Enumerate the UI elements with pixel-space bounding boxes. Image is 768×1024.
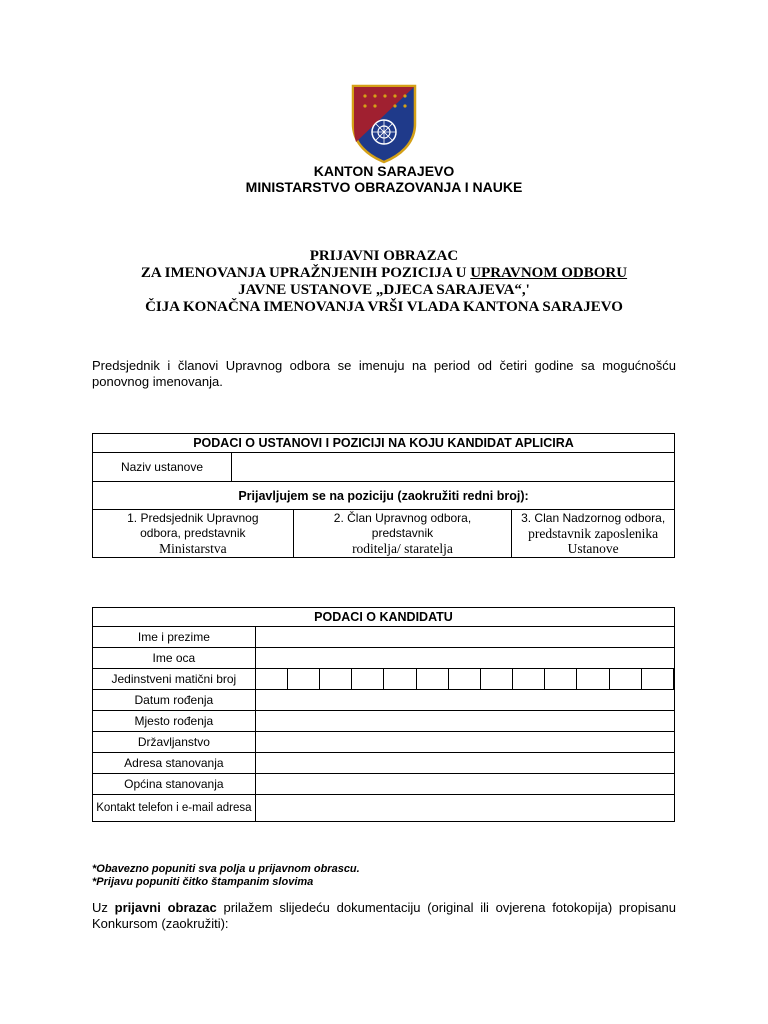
form-title-underlined: UPRAVNOM ODBORU — [470, 265, 628, 281]
attachments-text-post: prilažem slijedeću dokumentaciju (original ili ovjerena fotokopija) propisanu Konkursom (zaokružiti): — [92, 900, 677, 931]
birth-date-field[interactable] — [255, 690, 674, 711]
position-option-1[interactable] — [93, 510, 294, 558]
position-option-2-line1: 2. Član Upravnog odbora, — [333, 511, 472, 525]
full-name-label: Ime i prezime — [93, 627, 256, 648]
jmbg-box[interactable] — [513, 669, 545, 689]
position-option-2[interactable] — [293, 510, 512, 558]
contact-label: Kontakt telefon i e-mail adresa — [93, 795, 256, 822]
institution-name-field[interactable] — [232, 453, 675, 482]
jmbg-label: Jedinstveni matični broj — [93, 669, 256, 690]
position-option-3-line2: predstavnik zaposlenika — [528, 526, 659, 541]
attachments-paragraph — [92, 900, 676, 932]
jmbg-box[interactable] — [449, 669, 481, 689]
institution-table-header: PODACI O USTANOVI I POZICIJI NA KOJU KANDIDAT APLICIRA — [93, 434, 675, 453]
father-name-label: Ime oca — [93, 648, 256, 669]
candidate-table — [92, 607, 675, 822]
form-title-line1: PRIJAVNI OBRAZAC — [309, 248, 459, 264]
jmbg-field[interactable] — [255, 669, 674, 690]
jmbg-digit-boxes — [256, 669, 674, 689]
position-option-1-line3: Ministarstva — [159, 541, 227, 556]
institution-name-label: Naziv ustanove — [93, 453, 232, 482]
jmbg-box[interactable] — [320, 669, 352, 689]
ministry-name: MINISTARSTVO OBRAZOVANJA I NAUKE — [245, 179, 523, 195]
canton-name: KANTON SARAJEVO — [313, 163, 455, 179]
contact-field[interactable] — [255, 795, 674, 822]
intro-paragraph: Predsjednik i članovi Upravnog odbora se imenuju na period od četiri godine sa mogućnošću ponovnog imenovanja. — [92, 358, 676, 389]
form-title — [0, 248, 768, 316]
jmbg-box[interactable] — [610, 669, 642, 689]
citizenship-label: Državljanstvo — [93, 732, 256, 753]
candidate-table-header: PODACI O KANDIDATU — [93, 608, 675, 627]
institution-table — [92, 433, 675, 558]
form-title-line3: JAVNE USTANOVE „DJECA SARAJEVA“,' — [238, 282, 530, 298]
form-notes — [92, 863, 360, 889]
position-option-3-line1: 3. Clan Nadzornog odbora, — [521, 511, 666, 525]
position-option-1-line2: odbora, predstavnik — [140, 526, 246, 540]
municipality-field[interactable] — [255, 774, 674, 795]
address-field[interactable] — [255, 753, 674, 774]
note-print-legibly: *Prijavu popuniti čitko štampanim slovima — [92, 876, 314, 888]
jmbg-box[interactable] — [256, 669, 288, 689]
full-name-field[interactable] — [255, 627, 674, 648]
jmbg-box[interactable] — [642, 669, 674, 689]
document-header — [0, 163, 768, 195]
attachments-text-pre: Uz — [92, 900, 115, 915]
jmbg-box[interactable] — [352, 669, 384, 689]
jmbg-box[interactable] — [417, 669, 449, 689]
birth-place-label: Mjesto rođenja — [93, 711, 256, 732]
form-title-line2-text: ZA IMENOVANJA UPRAŽNJENIH POZICIJA U — [140, 265, 471, 281]
form-title-line2 — [0, 265, 768, 282]
position-option-2-line2: predstavnik — [371, 526, 434, 540]
position-option-3-line3: Ustanove — [567, 541, 619, 556]
jmbg-box[interactable] — [481, 669, 513, 689]
municipality-label: Općina stanovanja — [93, 774, 256, 795]
jmbg-box[interactable] — [288, 669, 320, 689]
form-title-line4: ČIJA KONAČNA IMENOVANJA VRŠI VLADA KANTONA SARAJEVO — [145, 299, 623, 315]
position-apply-label: Prijavljujem se na poziciju (zaokružiti redni broj): — [93, 482, 675, 510]
citizenship-field[interactable] — [255, 732, 674, 753]
note-required-fields: *Obavezno popuniti sva polja u prijavnom obrascu. — [92, 863, 360, 875]
address-label: Adresa stanovanja — [93, 753, 256, 774]
father-name-field[interactable] — [255, 648, 674, 669]
jmbg-box[interactable] — [384, 669, 416, 689]
jmbg-box[interactable] — [577, 669, 609, 689]
jmbg-box[interactable] — [545, 669, 577, 689]
attachments-text-bold: prijavni obrazac — [114, 900, 217, 915]
birth-date-label: Datum rođenja — [93, 690, 256, 711]
position-option-2-line3: roditelja/ staratelja — [352, 541, 453, 556]
position-option-3[interactable] — [512, 510, 675, 558]
birth-place-field[interactable] — [255, 711, 674, 732]
canton-crest-logo — [351, 84, 417, 164]
position-option-1-line1: 1. Predsjednik Upravnog — [127, 511, 259, 525]
